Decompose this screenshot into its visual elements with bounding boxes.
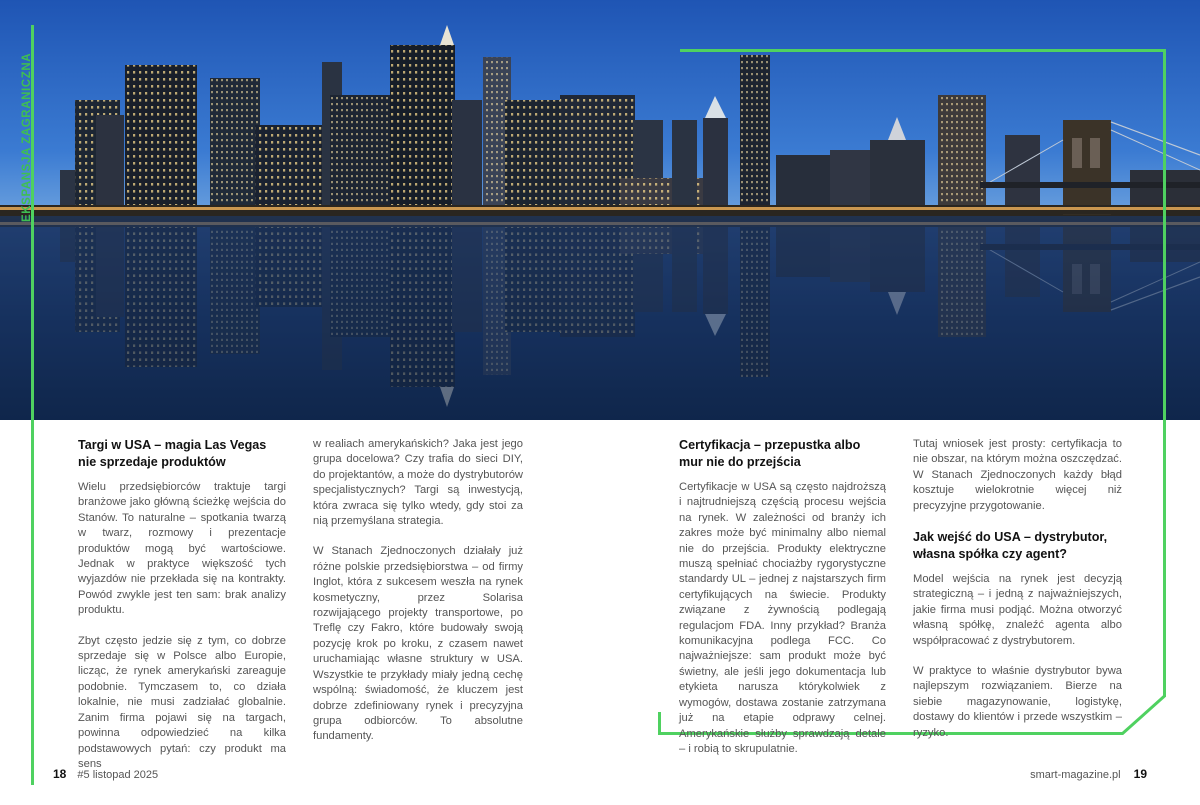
right-page-number: 19 (1133, 767, 1147, 781)
right-article-paragraph: W praktyce to właśnie dystrybutor bywa najlepszym rozwiązaniem. Bierze na siebie magazynowanie, logistykę, dostawy do klientów i przede wszystkim – ryzyko. (913, 665, 1122, 739)
right-article-paragraph: Model wejścia na rynek jest decyzją strategiczną – i jedną z najważniejszych, jakie firma musi podjąć. Można otworzyć własną spółkę, znaleźć agenta albo współpracować z dystrybutorem. (913, 573, 1122, 647)
left-page-number: 18 (53, 767, 67, 781)
left-article-heading: Targi w USA – magia Las Vegas nie sprzedaje produktów (78, 438, 267, 469)
left-article-paragraph: Wielu przedsiębiorców traktuje targi branżowe jako główną ścieżkę wejścia do Stanów. To naturalne – spotkania twarzą w twarz, rozmowy i prezentacje produktów mogą być wartościowe. Jednak w praktyce większość tych wyjazdów nie przekłada się na kontrakty. Powód zwykle jest ten sam: brak analizy produktu. (78, 481, 286, 617)
right-article-subheading: Jak wejść do USA – dystrybutor, własna spółka czy agent? (913, 530, 1108, 561)
issue-info: #5 listopad 2025 (77, 769, 159, 781)
left-article-paragraph: W Stanach Zjednoczonych działały już różne polskie przedsiębiorstwa – od firmy Inglot, która z sukcesem weszła na rynek kosmetyczny, przez Solarisa rozwijającego projekty transportowe, po Treflę czy Fakro, które budowały swoją pozycję krok po kroku, z czasem nawet uruchamiając własne struktury w USA. Wszystkie te przykłady miały jedną cechę wspólną: świadomość, że kluczem jest dobrze zdefiniowany rynek i precyzyjna grupa odbiorców. To absolutne fundamenty. (313, 545, 523, 743)
right-footer (1030, 767, 1147, 781)
right-article-column-2 (913, 437, 1122, 756)
left-article-paragraph: Zbyt często jedzie się z tym, co dobrze sprzedaje się w Polsce albo Europie, licząc, że rynek amerykański zareaguje podobnie. Tymczasem to, co działa lokalnie, nie musi zadziałać globalnie. Zanim firma pojawi się na targach, powinna odpowiedzieć na kilka podstawowych pytań: czy produkt ma sens (78, 634, 286, 770)
right-frame-left-tick (658, 712, 661, 735)
site-url[interactable]: smart-magazine.pl (1030, 769, 1121, 781)
right-article-paragraph: Tutaj wniosek jest prosty: certyfikacja to nie obszar, na którym można oszczędzać. W Stanach Zjednoczonych każdy błąd kosztuje wielokrotnie więcej niż precyzyjne przygotowanie. (913, 438, 1122, 512)
left-article-column-1 (78, 437, 286, 787)
right-article-heading: Certyfikacja – przepustka albo mur nie do przejścia (679, 438, 861, 469)
right-article-paragraph: Certyfikacje w USA są często najdroższą i najtrudniejszą częścią procesu wejścia na rynek. W zależności od branży ich zakres może być minimalny albo niemal nie do przejścia. Produkty elektryczne muszą spełniać chociażby rygorystyczne standardy UL – jednej z najstarszych firm certyfikujących na świecie. Produkty związane z żywnością podlegają regulacjom FDA. Inny przykład? Branża komunikacyjna podlega FCC. Co najważniejsze: sam produkt może być świetny, ale jeśli jego dokumentacja lub etykieta narusza którykolwiek z wymogów, dostawa zostanie zatrzymana już na etapie odprawy celnej. Amerykańskie służby sprawdzają detale – i robią to skrupulatnie. (679, 481, 886, 755)
right-frame-side-line (1163, 49, 1166, 697)
right-frame-top-line (680, 49, 1166, 52)
left-article-paragraph: w realiach amerykańskich? Jaka jest jego grupa docelowa? Czy trafia do sieci DIY, do projektantów, a może do dystrybutorów specjalistycznych? Targi są inwestycją, która zwraca się tylko wtedy, gdy stoi za nią przemyślana strategia. (313, 438, 523, 528)
section-label: EKSPANSJA ZAGRANICZNA (21, 52, 33, 222)
left-article-column-2 (313, 437, 523, 760)
left-footer (53, 767, 158, 781)
right-frame-corner (1118, 692, 1168, 738)
right-article-column-1 (679, 437, 886, 772)
